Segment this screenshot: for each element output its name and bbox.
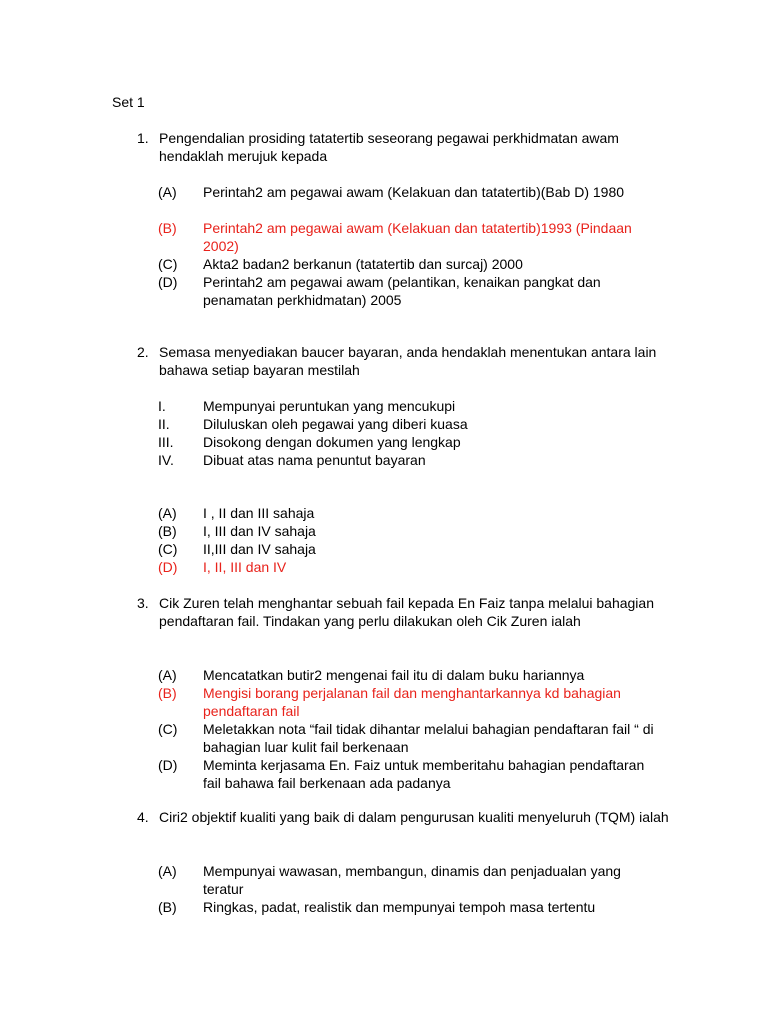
statement-text: Mempunyai peruntukan yang mencukupi [203, 398, 456, 414]
option-label: (D) [158, 559, 178, 575]
question-number: 3. [137, 595, 149, 611]
option-text: Mencatatkan butir2 mengenai fail itu di dalam buku hariannya [203, 667, 585, 683]
statement-label: IV. [158, 452, 174, 468]
option-text: II,III dan IV sahaja [203, 541, 316, 557]
statement-1 [0, 397, 768, 415]
option-label: (A) [158, 505, 177, 521]
question-2-options [0, 504, 768, 576]
option-d-correct [0, 558, 768, 576]
statement-label: II. [158, 416, 170, 432]
option-text: Meletakkan nota “fail tidak dihantar melalui bahagian pendaftaran fail “ di bahagian luar kulit fail berkenaan [203, 721, 654, 755]
question-number: 1. [137, 130, 149, 146]
set-title: Set 1 [112, 94, 145, 110]
option-text: Perintah2 am pegawai awam (pelantikan, kenaikan pangkat dan penamatan perkhidmatan) 2005 [203, 274, 601, 308]
option-label: (B) [158, 899, 177, 915]
option-text: I, II, III dan IV [203, 559, 287, 575]
option-label: (D) [158, 274, 178, 290]
option-text: Ringkas, padat, realistik dan mempunyai tempoh masa tertentu [203, 899, 596, 915]
question-text: Semasa menyediakan baucer bayaran, anda hendaklah menentukan antara lain bahawa setiap bayaran mestilah [159, 344, 657, 378]
question-2-statements [0, 397, 768, 469]
statement-label: III. [158, 434, 174, 450]
statement-text: Disokong dengan dokumen yang lengkap [203, 434, 461, 450]
option-b [0, 522, 768, 540]
option-d [0, 273, 768, 309]
question-3-options [0, 666, 768, 792]
option-text: Perintah2 am pegawai awam (Kelakuan dan tatatertib)(Bab D) 1980 [203, 184, 625, 200]
question-text: Pengendalian prosiding tatatertib seseorang pegawai perkhidmatan awam hendaklah merujuk kepada [159, 130, 619, 164]
statement-3 [0, 433, 768, 451]
option-a [0, 666, 768, 684]
option-a [0, 183, 768, 219]
question-text: Cik Zuren telah menghantar sebuah fail kepada En Faiz tanpa melalui bahagian pendaftaran fail. Tindakan yang perlu dilakukan oleh Cik Zuren ialah [159, 595, 654, 629]
question-4-options [0, 862, 768, 916]
option-label: (B) [158, 220, 177, 236]
option-b-correct [0, 219, 768, 255]
question-1-options [0, 183, 768, 309]
option-label: (B) [158, 685, 177, 701]
option-label: (A) [158, 184, 177, 200]
statement-text: Dibuat atas nama penuntut bayaran [203, 452, 426, 468]
option-label: (C) [158, 541, 178, 557]
option-d [0, 756, 768, 792]
option-text: I , II dan III sahaja [203, 505, 315, 521]
option-text: Mempunyai wawasan, membangun, dinamis dan penjadualan yang teratur [203, 863, 621, 897]
statement-text: Diluluskan oleh pegawai yang diberi kuasa [203, 416, 468, 432]
question-number: 4. [137, 809, 149, 825]
option-label: (A) [158, 863, 177, 879]
option-label: (A) [158, 667, 177, 683]
option-label: (B) [158, 523, 177, 539]
question-text: Ciri2 objektif kualiti yang baik di dalam pengurusan kualiti menyeluruh (TQM) ialah [159, 809, 669, 825]
option-label: (C) [158, 256, 178, 272]
option-b-correct [0, 684, 768, 720]
statement-label: I. [158, 398, 166, 414]
option-text: Meminta kerjasama En. Faiz untuk memberitahu bahagian pendaftaran fail bahawa fail berkenaan ada padanya [203, 757, 645, 791]
option-label: (D) [158, 757, 178, 773]
option-text: I, III dan IV sahaja [203, 523, 316, 539]
option-a [0, 862, 768, 898]
statement-2 [0, 415, 768, 433]
option-label: (C) [158, 721, 178, 737]
option-text: Perintah2 am pegawai awam (Kelakuan dan tatatertib)1993 (Pindaan 2002) [203, 220, 632, 254]
option-b [0, 898, 768, 916]
option-text: Mengisi borang perjalanan fail dan menghantarkannya kd bahagian pendaftaran fail [203, 685, 621, 719]
question-number: 2. [137, 344, 149, 360]
option-a [0, 504, 768, 522]
option-text: Akta2 badan2 berkanun (tatatertib dan surcaj) 2000 [203, 256, 523, 272]
option-c [0, 720, 768, 756]
option-c [0, 255, 768, 273]
statement-4 [0, 451, 768, 469]
option-c [0, 540, 768, 558]
